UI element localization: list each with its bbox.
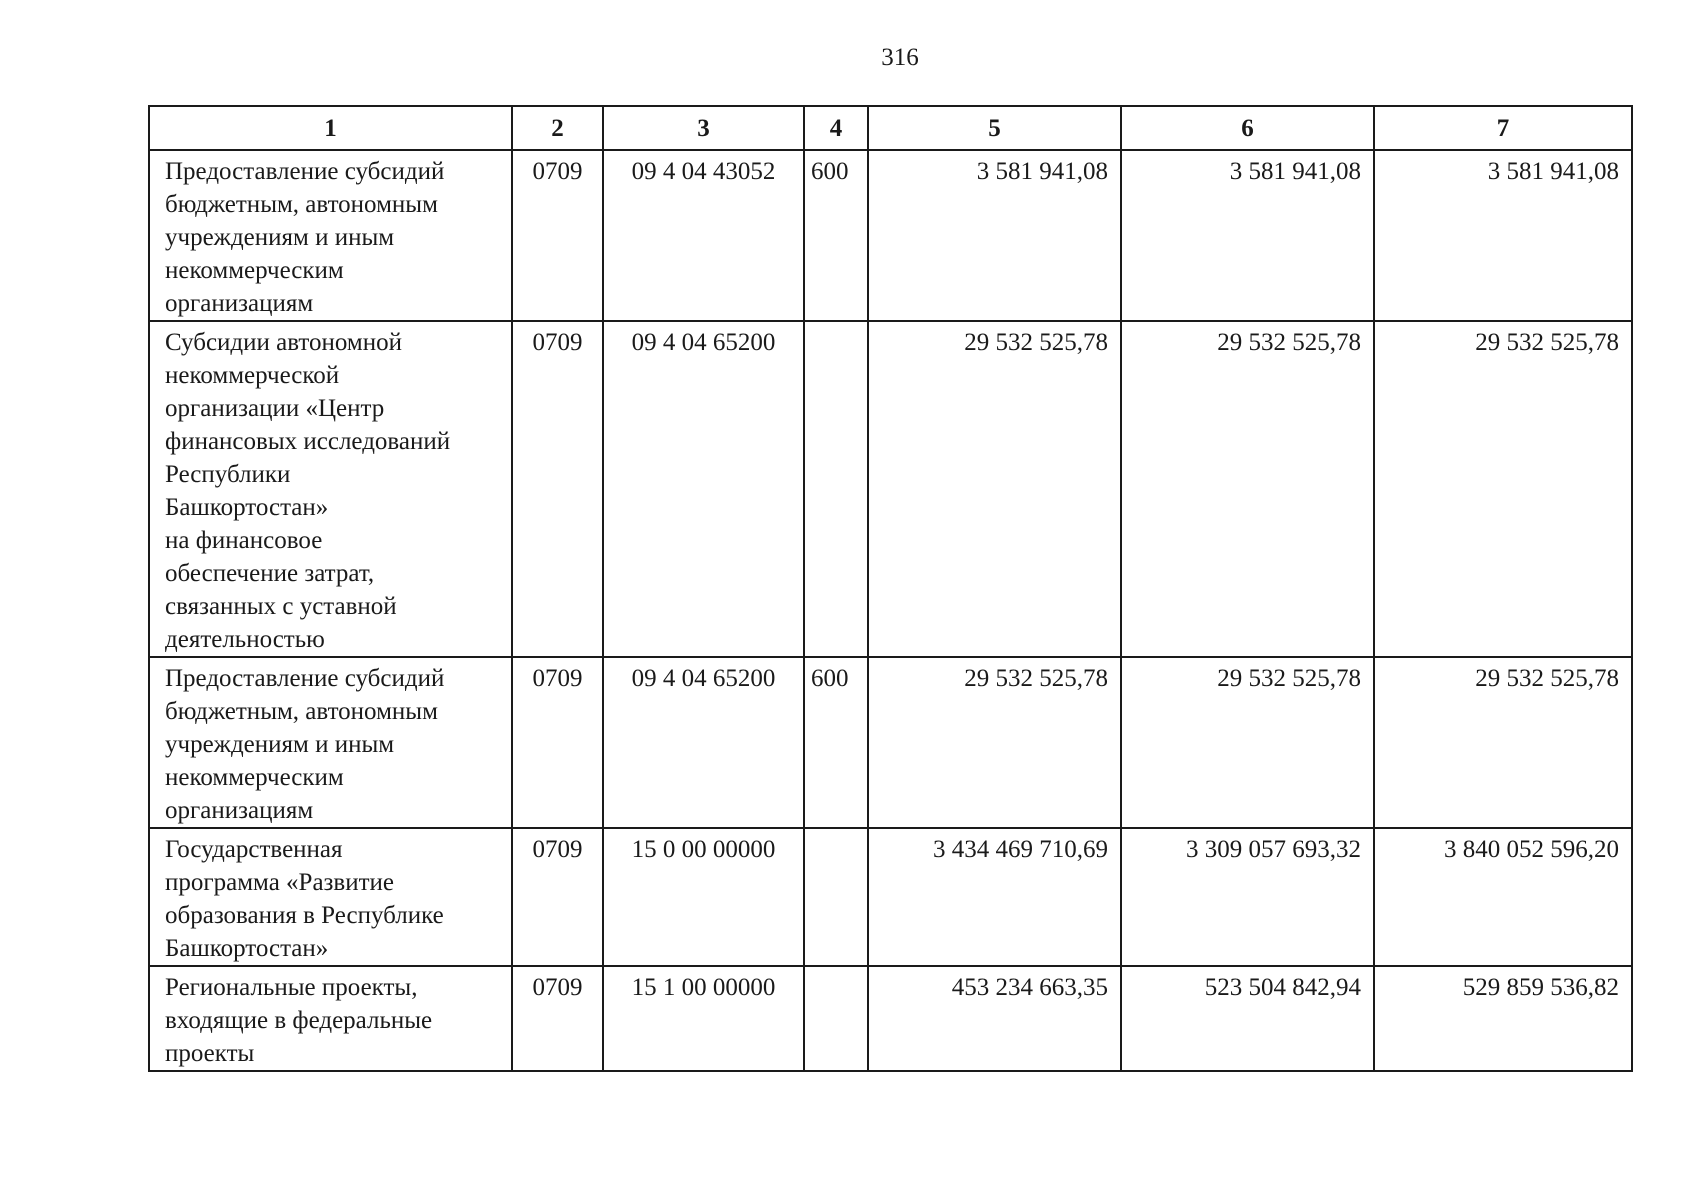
header-row [149, 106, 1632, 150]
row-section-code: 0709 [512, 966, 603, 1071]
row-name-cell [149, 321, 512, 657]
row-amount-col7: 3 581 941,08 [1374, 150, 1632, 321]
row-name: Предоставление субсидий бюджетным, автономным учреждениям и иным некоммерческим организациям [165, 158, 445, 317]
row-amount-col6: 523 504 842,94 [1121, 966, 1374, 1071]
table-row [149, 150, 1632, 321]
row-amount-col7: 529 859 536,82 [1374, 966, 1632, 1071]
row-name-cell [149, 966, 512, 1071]
header-col-7: 7 [1374, 106, 1632, 150]
budget-table [148, 105, 1633, 1072]
header-col-5: 5 [868, 106, 1121, 150]
row-section-code: 0709 [512, 657, 603, 828]
row-target-code: 15 1 00 00000 [603, 966, 804, 1071]
row-amount-col5: 29 532 525,78 [868, 657, 1121, 828]
row-amount-col6: 29 532 525,78 [1121, 657, 1374, 828]
row-amount-col5: 453 234 663,35 [868, 966, 1121, 1071]
row-expense-type: 600 [804, 657, 868, 828]
row-section-code: 0709 [512, 828, 603, 966]
row-target-code: 09 4 04 65200 [603, 657, 804, 828]
row-amount-col7: 29 532 525,78 [1374, 321, 1632, 657]
header-col-4: 4 [804, 106, 868, 150]
table-row [149, 657, 1632, 828]
row-name: Региональные проекты, входящие в федеральные проекты [165, 974, 433, 1067]
row-name: Государственная программа «Развитие образования в Республике Башкортостан» [165, 836, 444, 962]
row-expense-type [804, 828, 868, 966]
header-col-3: 3 [603, 106, 804, 150]
page-number: 316 [881, 44, 919, 71]
row-target-code: 15 0 00 00000 [603, 828, 804, 966]
row-amount-col7: 29 532 525,78 [1374, 657, 1632, 828]
row-target-code: 09 4 04 43052 [603, 150, 804, 321]
row-expense-type [804, 966, 868, 1071]
row-expense-type: 600 [804, 150, 868, 321]
row-section-code: 0709 [512, 150, 603, 321]
table-row [149, 321, 1632, 657]
row-amount-col6: 29 532 525,78 [1121, 321, 1374, 657]
row-name: Предоставление субсидий бюджетным, автономным учреждениям и иным некоммерческим организациям [165, 665, 445, 824]
row-amount-col6: 3 581 941,08 [1121, 150, 1374, 321]
row-target-code: 09 4 04 65200 [603, 321, 804, 657]
row-amount-col5: 29 532 525,78 [868, 321, 1121, 657]
table-row [149, 828, 1632, 966]
header-col-2: 2 [512, 106, 603, 150]
row-amount-col5: 3 581 941,08 [868, 150, 1121, 321]
table-row [149, 966, 1632, 1071]
row-name: Субсидии автономной некоммерческой организации «Центр финансовых исследований Республики Башкортостан» на финансовое обеспечение затрат, связанных с уставной деятельностью [165, 329, 451, 653]
row-name-cell [149, 828, 512, 966]
header-col-6: 6 [1121, 106, 1374, 150]
header-col-1: 1 [149, 106, 512, 150]
row-name-cell [149, 657, 512, 828]
row-amount-col7: 3 840 052 596,20 [1374, 828, 1632, 966]
row-expense-type [804, 321, 868, 657]
row-name-cell [149, 150, 512, 321]
row-amount-col6: 3 309 057 693,32 [1121, 828, 1374, 966]
row-amount-col5: 3 434 469 710,69 [868, 828, 1121, 966]
row-section-code: 0709 [512, 321, 603, 657]
